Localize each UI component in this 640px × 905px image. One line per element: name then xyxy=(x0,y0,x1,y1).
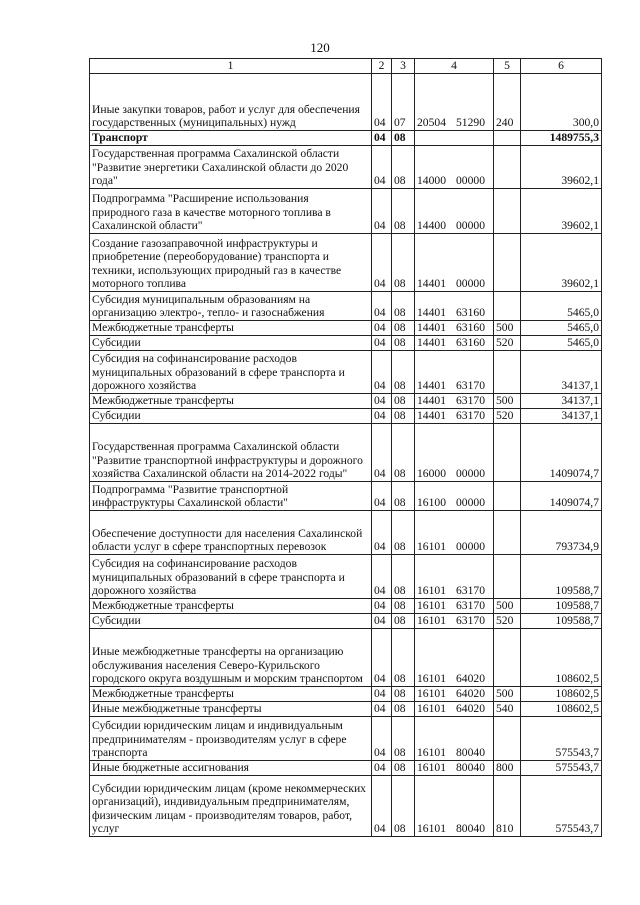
row-target-code xyxy=(415,74,494,131)
row-expense-type xyxy=(494,629,521,687)
target-code-program: 20504 xyxy=(417,116,446,130)
target-code-program: 16101 xyxy=(417,599,446,613)
target-code-program: 14401 xyxy=(417,394,446,408)
target-code-direction: 63170 xyxy=(456,379,485,393)
row-section-code: 04 xyxy=(372,146,392,189)
row-expense-type xyxy=(494,351,521,394)
target-code-program: 16100 xyxy=(417,496,446,510)
row-section-code: 04 xyxy=(372,234,392,292)
row-expense-type: 800 xyxy=(494,761,521,776)
row-amount: 1409074,7 xyxy=(521,424,602,482)
row-name: Субсидия на софинансирование расходов муниципальных образований в сфере транспорта и дорожного хозяйства xyxy=(90,555,372,599)
row-expense-type xyxy=(494,482,521,511)
row-target-code xyxy=(415,629,494,687)
row-target-code xyxy=(415,776,494,837)
row-amount: 793734,9 xyxy=(521,511,602,555)
target-code-direction: 63170 xyxy=(456,599,485,613)
header-col-6: 6 xyxy=(521,59,602,74)
target-code-program: 14401 xyxy=(417,379,446,393)
row-name: Подпрограмма "Расширение использования природного газа в качестве моторного топлива в Сахалинской области" xyxy=(90,189,372,234)
row-section-code: 04 xyxy=(372,687,392,702)
row-target-code xyxy=(415,336,494,351)
row-expense-type xyxy=(494,292,521,321)
table-row xyxy=(90,74,602,131)
row-subsection-code: 08 xyxy=(392,776,415,837)
row-name: Субсидии xyxy=(90,336,372,351)
row-subsection-code: 08 xyxy=(392,687,415,702)
row-amount: 108602,5 xyxy=(521,629,602,687)
row-expense-type xyxy=(494,146,521,189)
table-row xyxy=(90,292,602,321)
row-target-code xyxy=(415,394,494,409)
row-section-code: 04 xyxy=(372,189,392,234)
row-expense-type: 520 xyxy=(494,409,521,424)
row-amount: 1489755,3 xyxy=(521,131,602,146)
target-code-program: 16101 xyxy=(417,687,446,701)
row-name: Субсидии юридическим лицам и индивидуальным предпринимателям - производителям услуг в сфере транспорта xyxy=(90,717,372,761)
page-number: 120 xyxy=(310,40,330,55)
target-code-program: 16000 xyxy=(417,467,446,481)
table-row xyxy=(90,629,602,687)
row-amount: 34137,1 xyxy=(521,394,602,409)
row-subsection-code: 08 xyxy=(392,409,415,424)
row-section-code: 04 xyxy=(372,629,392,687)
row-subsection-code: 08 xyxy=(392,614,415,629)
row-name: Иные межбюджетные трансферты xyxy=(90,702,372,717)
table-row xyxy=(90,511,602,555)
table-row xyxy=(90,482,602,511)
target-code-program: 16101 xyxy=(417,540,446,554)
row-amount: 575543,7 xyxy=(521,717,602,761)
row-name: Межбюджетные трансферты xyxy=(90,599,372,614)
budget-table xyxy=(89,58,602,837)
row-target-code xyxy=(415,424,494,482)
table-header-row xyxy=(90,59,602,74)
row-section-code: 04 xyxy=(372,336,392,351)
table-row xyxy=(90,702,602,717)
row-amount: 108602,5 xyxy=(521,702,602,717)
row-amount: 109588,7 xyxy=(521,555,602,599)
row-amount: 575543,7 xyxy=(521,776,602,837)
row-expense-type: 500 xyxy=(494,599,521,614)
target-code-direction: 00000 xyxy=(456,496,485,510)
target-code-program: 16101 xyxy=(417,614,446,628)
target-code-direction: 80040 xyxy=(456,822,485,836)
target-code-direction: 00000 xyxy=(456,467,485,481)
table-row xyxy=(90,394,602,409)
row-expense-type xyxy=(494,234,521,292)
row-subsection-code: 08 xyxy=(392,321,415,336)
target-code-direction: 63170 xyxy=(456,584,485,598)
row-subsection-code: 08 xyxy=(392,482,415,511)
row-section-code: 04 xyxy=(372,599,392,614)
table-row xyxy=(90,146,602,189)
row-expense-type: 540 xyxy=(494,702,521,717)
row-name: Субсидии юридическим лицам (кроме некоммерческих организаций), индивидуальным предпринимателям, физическим лицам - производителям товаров, работ, услуг xyxy=(90,776,372,837)
row-amount: 5465,0 xyxy=(521,321,602,336)
row-target-code xyxy=(415,351,494,394)
row-amount: 5465,0 xyxy=(521,336,602,351)
row-section-code: 04 xyxy=(372,424,392,482)
table-row xyxy=(90,555,602,599)
target-code-direction: 63170 xyxy=(456,614,485,628)
row-target-code xyxy=(415,482,494,511)
row-name: Иные закупки товаров, работ и услуг для обеспечения государственных (муниципальных) нужд xyxy=(90,74,372,131)
row-section-code: 04 xyxy=(372,409,392,424)
row-target-code xyxy=(415,131,494,146)
table-row xyxy=(90,336,602,351)
row-target-code xyxy=(415,409,494,424)
row-target-code xyxy=(415,717,494,761)
row-expense-type: 500 xyxy=(494,394,521,409)
row-expense-type xyxy=(494,555,521,599)
row-name: Межбюджетные трансферты xyxy=(90,321,372,336)
row-subsection-code: 08 xyxy=(392,131,415,146)
row-name: Иные межбюджетные трансферты на организацию обслуживания населения Северо-Курильского городского округа воздушным и морским транспортом xyxy=(90,629,372,687)
header-col-4: 4 xyxy=(415,59,494,74)
row-target-code xyxy=(415,614,494,629)
row-subsection-code: 08 xyxy=(392,555,415,599)
row-subsection-code: 08 xyxy=(392,702,415,717)
table-row xyxy=(90,687,602,702)
target-code-program: 14401 xyxy=(417,277,446,291)
row-target-code xyxy=(415,189,494,234)
row-amount: 575543,7 xyxy=(521,761,602,776)
target-code-program: 14000 xyxy=(417,174,446,188)
row-expense-type xyxy=(494,131,521,146)
row-name: Межбюджетные трансферты xyxy=(90,394,372,409)
row-expense-type xyxy=(494,189,521,234)
target-code-direction: 63160 xyxy=(456,336,485,350)
row-section-code: 04 xyxy=(372,74,392,131)
target-code-direction: 00000 xyxy=(456,174,485,188)
row-expense-type: 500 xyxy=(494,321,521,336)
target-code-program: 16101 xyxy=(417,761,446,775)
row-amount: 1409074,7 xyxy=(521,482,602,511)
row-subsection-code: 07 xyxy=(392,74,415,131)
row-target-code xyxy=(415,511,494,555)
header-col-2: 2 xyxy=(372,59,392,74)
row-expense-type: 810 xyxy=(494,776,521,837)
row-name: Субсидии xyxy=(90,409,372,424)
row-section-code: 04 xyxy=(372,717,392,761)
row-target-code xyxy=(415,687,494,702)
row-name: Субсидия муниципальным образованиям на организацию электро-, тепло- и газоснабжения xyxy=(90,292,372,321)
table-row xyxy=(90,614,602,629)
target-code-direction: 51290 xyxy=(456,116,485,130)
row-section-code: 04 xyxy=(372,321,392,336)
row-target-code xyxy=(415,292,494,321)
target-code-program: 16101 xyxy=(417,672,446,686)
target-code-direction: 64020 xyxy=(456,687,485,701)
header-col-5: 5 xyxy=(494,59,521,74)
table-row xyxy=(90,131,602,146)
target-code-program: 14400 xyxy=(417,219,446,233)
row-name: Государственная программа Сахалинской области "Развитие энергетики Сахалинской области до 2020 года" xyxy=(90,146,372,189)
row-section-code: 04 xyxy=(372,351,392,394)
target-code-direction: 63160 xyxy=(456,321,485,335)
target-code-direction: 80040 xyxy=(456,761,485,775)
row-section-code: 04 xyxy=(372,555,392,599)
row-amount: 34137,1 xyxy=(521,351,602,394)
target-code-program: 14401 xyxy=(417,336,446,350)
row-target-code xyxy=(415,234,494,292)
row-subsection-code: 08 xyxy=(392,424,415,482)
row-target-code xyxy=(415,761,494,776)
target-code-direction: 63170 xyxy=(456,409,485,423)
target-code-direction: 00000 xyxy=(456,540,485,554)
table-row xyxy=(90,321,602,336)
target-code-direction: 63160 xyxy=(456,306,485,320)
target-code-direction: 64020 xyxy=(456,672,485,686)
target-code-program: 14401 xyxy=(417,321,446,335)
target-code-direction: 64020 xyxy=(456,702,485,716)
row-subsection-code: 08 xyxy=(392,234,415,292)
row-subsection-code: 08 xyxy=(392,351,415,394)
row-expense-type: 520 xyxy=(494,336,521,351)
row-expense-type xyxy=(494,511,521,555)
target-code-program: 16101 xyxy=(417,702,446,716)
header-col-3: 3 xyxy=(392,59,415,74)
target-code-direction: 63170 xyxy=(456,394,485,408)
row-name: Подпрограмма "Развитие транспортной инфраструктуры Сахалинской области" xyxy=(90,482,372,511)
row-name: Транспорт xyxy=(90,131,372,146)
row-target-code xyxy=(415,146,494,189)
target-code-program: 16101 xyxy=(417,822,446,836)
row-subsection-code: 08 xyxy=(392,336,415,351)
table-row xyxy=(90,234,602,292)
row-amount: 109588,7 xyxy=(521,614,602,629)
row-section-code: 04 xyxy=(372,131,392,146)
row-name: Межбюджетные трансферты xyxy=(90,687,372,702)
row-section-code: 04 xyxy=(372,511,392,555)
row-target-code xyxy=(415,321,494,336)
row-amount: 300,0 xyxy=(521,74,602,131)
target-code-direction: 80040 xyxy=(456,746,485,760)
row-subsection-code: 08 xyxy=(392,394,415,409)
table-row xyxy=(90,424,602,482)
table-row xyxy=(90,761,602,776)
row-subsection-code: 08 xyxy=(392,189,415,234)
row-section-code: 04 xyxy=(372,482,392,511)
target-code-program: 16101 xyxy=(417,584,446,598)
table-row xyxy=(90,776,602,837)
row-expense-type: 520 xyxy=(494,614,521,629)
target-code-program: 16101 xyxy=(417,746,446,760)
row-name: Субсидия на софинансирование расходов муниципальных образований в сфере транспорта и дорожного хозяйства xyxy=(90,351,372,394)
row-expense-type xyxy=(494,424,521,482)
row-expense-type: 500 xyxy=(494,687,521,702)
row-target-code xyxy=(415,555,494,599)
row-amount: 34137,1 xyxy=(521,409,602,424)
row-section-code: 04 xyxy=(372,614,392,629)
row-subsection-code: 08 xyxy=(392,717,415,761)
row-target-code xyxy=(415,702,494,717)
row-subsection-code: 08 xyxy=(392,511,415,555)
row-amount: 5465,0 xyxy=(521,292,602,321)
row-subsection-code: 08 xyxy=(392,761,415,776)
table-row xyxy=(90,717,602,761)
row-subsection-code: 08 xyxy=(392,629,415,687)
row-subsection-code: 08 xyxy=(392,146,415,189)
target-code-direction: 00000 xyxy=(456,277,485,291)
row-section-code: 04 xyxy=(372,292,392,321)
header-col-1: 1 xyxy=(90,59,372,74)
target-code-program: 14401 xyxy=(417,306,446,320)
row-amount: 39602,1 xyxy=(521,146,602,189)
target-code-direction: 00000 xyxy=(456,219,485,233)
row-section-code: 04 xyxy=(372,702,392,717)
row-amount: 39602,1 xyxy=(521,234,602,292)
row-name: Иные бюджетные ассигнования xyxy=(90,761,372,776)
row-amount: 39602,1 xyxy=(521,189,602,234)
table-row xyxy=(90,351,602,394)
row-amount: 108602,5 xyxy=(521,687,602,702)
target-code-program: 14401 xyxy=(417,409,446,423)
row-name: Обеспечение доступности для населения Сахалинской области услуг в сфере транспортных перевозок xyxy=(90,511,372,555)
row-section-code: 04 xyxy=(372,761,392,776)
row-section-code: 04 xyxy=(372,394,392,409)
table-row xyxy=(90,189,602,234)
row-expense-type: 240 xyxy=(494,74,521,131)
row-subsection-code: 08 xyxy=(392,599,415,614)
row-subsection-code: 08 xyxy=(392,292,415,321)
row-amount: 109588,7 xyxy=(521,599,602,614)
row-name: Создание газозаправочной инфраструктуры и приобретение (переоборудование) транспорта и техники, использующих природный газ в качестве моторного топлива xyxy=(90,234,372,292)
table-row xyxy=(90,599,602,614)
row-name: Субсидии xyxy=(90,614,372,629)
row-name: Государственная программа Сахалинской области "Развитие транспортной инфраструктуры и дорожного хозяйства Сахалинской области на 2014-2022 годы" xyxy=(90,424,372,482)
row-section-code: 04 xyxy=(372,776,392,837)
table-row xyxy=(90,409,602,424)
row-expense-type xyxy=(494,717,521,761)
row-target-code xyxy=(415,599,494,614)
